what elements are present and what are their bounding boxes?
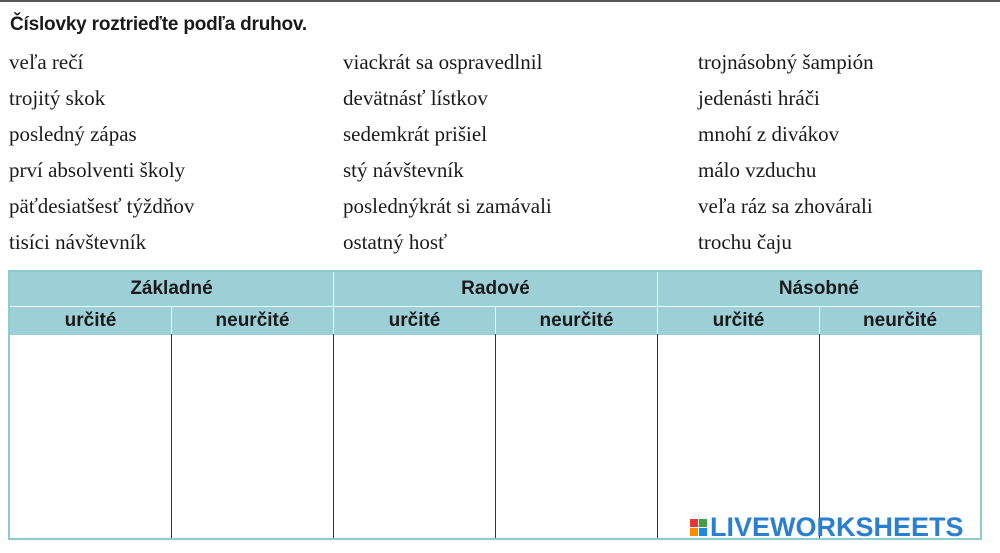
word-item: mnohí z divákov: [698, 122, 840, 146]
word-item: trojitý skok: [9, 86, 106, 110]
word-item: päťdesiatšesť týždňov: [9, 194, 195, 218]
logo-square: [699, 528, 707, 536]
header-nasobne: Násobné: [778, 278, 860, 299]
subheader-neurcite: neurčité: [496, 307, 658, 335]
table-header-row: [10, 272, 980, 306]
word-item: trojnásobný šampión: [698, 50, 874, 74]
subheader-neurcite: neurčité: [172, 307, 334, 335]
exercise-title: Číslovky roztrieďte podľa druhov.: [10, 14, 307, 35]
top-rule: [0, 0, 1000, 2]
word-item: veľa ráz sa zhovárali: [698, 194, 873, 218]
word-item: málo vzduchu: [698, 158, 817, 182]
word-item: viackrát sa ospravedlnil: [343, 50, 543, 74]
word-item: jedenásti hráči: [698, 86, 820, 110]
header-radove: Radové: [334, 272, 658, 306]
logo-square: [699, 519, 707, 527]
table-body: [10, 334, 980, 538]
word-item: poslednýkrát si zamávali: [343, 194, 552, 218]
word-item: veľa rečí: [9, 50, 84, 74]
drop-zone-zakladne-neurcite[interactable]: [172, 334, 334, 538]
drop-zone-nasobne-neurcite[interactable]: [820, 334, 980, 538]
logo-square: [690, 519, 698, 527]
subheader-urcite: určité: [334, 307, 496, 335]
header-zakladne: Základné: [10, 272, 334, 306]
drop-zone-zakladne-urcite[interactable]: [10, 334, 172, 538]
word-item: posledný zápas: [9, 122, 137, 146]
drop-zone-nasobne-urcite[interactable]: [658, 334, 820, 538]
table-subheader-row: [10, 306, 980, 335]
word-item: prví absolventi školy: [9, 158, 186, 182]
subheader-urcite: určité: [10, 307, 172, 335]
drop-zone-radove-urcite[interactable]: [334, 334, 496, 538]
sorting-table: [8, 270, 982, 540]
subheader-neurcite: neurčité: [863, 310, 937, 331]
liveworksheets-logo: [690, 512, 964, 542]
word-item: sedemkrát prišiel: [343, 122, 488, 146]
subheader-urcite: určité: [658, 307, 820, 335]
drop-zone-radove-neurcite[interactable]: [496, 334, 658, 538]
word-item: stý návštevník: [343, 158, 464, 182]
logo-square: [690, 528, 698, 536]
word-item: tisíci návštevník: [9, 230, 147, 254]
word-item: devätnásť lístkov: [343, 86, 488, 110]
word-column-2: [343, 44, 552, 260]
word-item: ostatný hosť: [343, 230, 448, 254]
logo-mark-icon: [690, 519, 707, 536]
logo-text: LIVEWORKSHEETS: [710, 512, 964, 542]
word-column-1: [9, 44, 194, 260]
word-item: trochu čaju: [698, 230, 792, 254]
word-column-3: [698, 44, 874, 260]
